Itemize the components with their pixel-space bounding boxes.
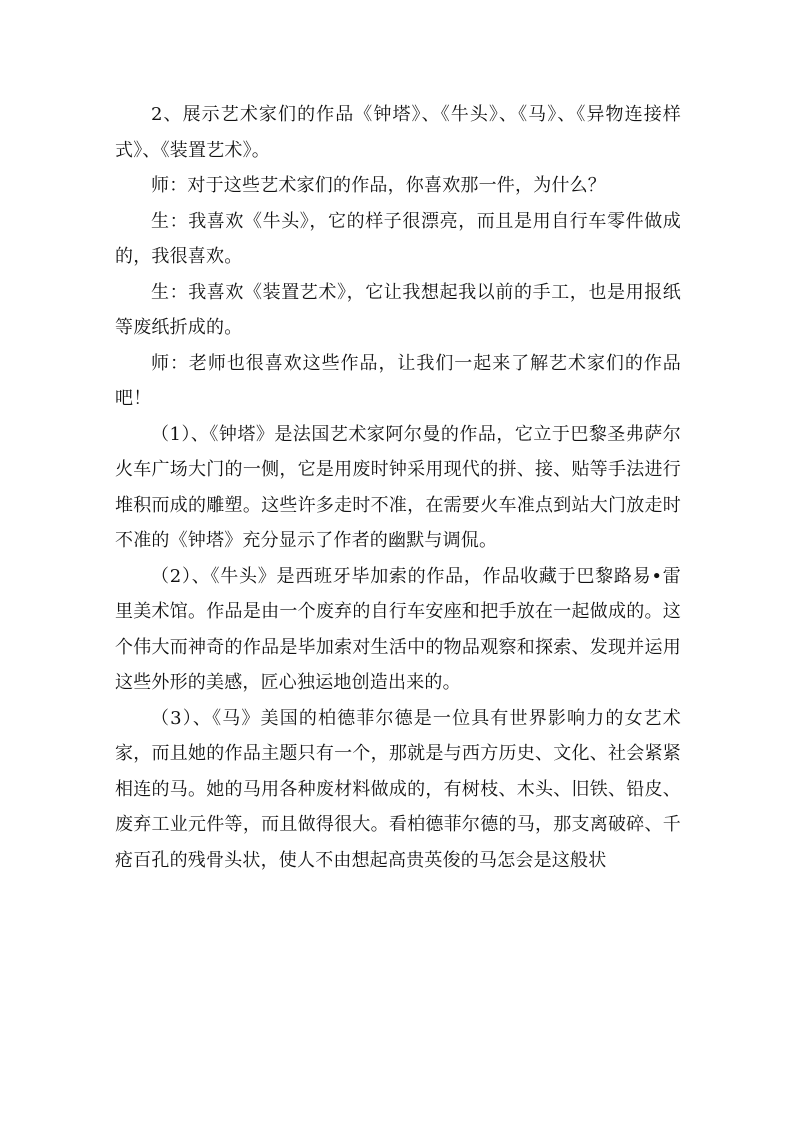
document-page [115,97,681,878]
paragraph-clock-tower: （1）、《钟塔》是法国艺术家阿尔曼的作品，它立于巴黎圣弗萨尔火车广场大门的一侧，它是用废时钟采用现代的拼、接、贴等手法进行堆积而成的雕塑。这些许多走时不准，在需要火车准点到站大门放走时不准的《钟塔》充分显示了作者的幽默与调侃。 [115,423,681,551]
paragraph-teacher-response: 师：老师也很喜欢这些作品，让我们一起来了解艺术家们的作品吧！ [115,352,681,409]
paragraph-bull-head: （2）、《牛头》是西班牙毕加索的作品，作品收藏于巴黎路易•雷里美术馆。作品是由一个废弃的自行车安座和把手放在一起做成的。这个伟大而神奇的作品是毕加索对生活中的物品观察和探索、发现并运用这些外形的美感，匠心独运地创造出来的。 [115,565,681,693]
paragraph-horse: （3）、《马》美国的柏德菲尔德是一位具有世界影响力的女艺术家，而且她的作品主题只有一个，那就是与西方历史、文化、社会紧紧相连的马。她的马用各种废材料做成的，有树枝、木头、旧铁、铅皮、废弃工业元件等，而且做得很大。看柏德菲尔德的马，那支离破碎、千疮百孔的残骨头状，使人不由想起高贵英俊的马怎会是这般状 [115,707,681,871]
paragraph-teacher-question: 师：对于这些艺术家们的作品，你喜欢那一件，为什么？ [151,175,606,196]
paragraph-student-answer-1: 生：我喜欢《牛头》，它的样子很漂亮，而且是用自行车零件做成的，我很喜欢。 [115,210,681,267]
paragraph-student-answer-2: 生：我喜欢《装置艺术》，它让我想起我以前的手工，也是用报纸等废纸折成的。 [115,281,681,338]
paragraph-artworks-intro: 2、展示艺术家们的作品《钟塔》、《牛头》、《马》、《异物连接样式》、《装置艺术》。 [115,104,681,161]
